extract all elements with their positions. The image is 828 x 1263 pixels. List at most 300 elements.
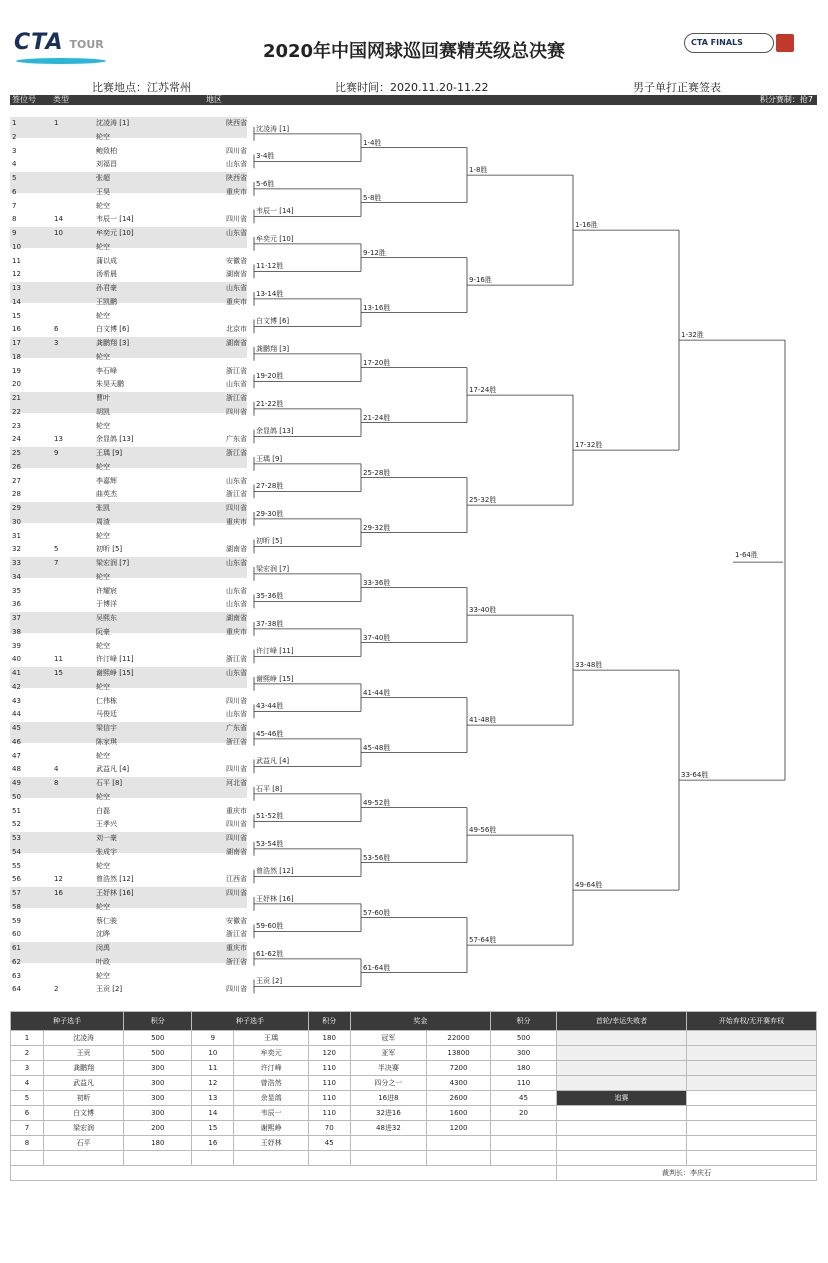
entry-number: 48: [12, 765, 21, 774]
entry-player: 曾浩然 [12]: [96, 875, 134, 884]
referee-row: [11, 1166, 817, 1181]
r1-label: 13-14胜: [256, 289, 284, 298]
entry-number: 61: [12, 944, 21, 952]
entry-player: 轮空: [96, 421, 110, 430]
entry-region: 四川省: [226, 146, 247, 155]
r1-label: 白文博 [6]: [256, 317, 290, 326]
r1-label: 21-22胜: [256, 399, 284, 408]
prize-amount: 4300: [427, 1076, 491, 1091]
seed-right-points: 45: [308, 1136, 350, 1151]
bottom-row: [11, 1046, 817, 1061]
entry-region: 山东省: [226, 229, 247, 237]
entry-region: 山东省: [226, 669, 247, 677]
entry-region: 广东省: [226, 724, 247, 732]
r1-label: 35-36胜: [256, 592, 284, 601]
r1-label: 59-60胜: [256, 922, 284, 931]
col-lucky-loser: 首轮/幸运失败者: [557, 1012, 687, 1031]
entry-number: 9: [12, 229, 17, 237]
entry-number: 40: [12, 655, 21, 664]
entry-player: 王妤林 [16]: [96, 889, 134, 897]
prize-round: 四分之一: [350, 1076, 426, 1091]
entry-number: 52: [12, 820, 21, 829]
entry-player: 周渣: [96, 517, 110, 526]
bottom-row: [11, 1121, 817, 1136]
entry-number: 15: [12, 311, 21, 320]
entry-region: 重庆市: [226, 944, 247, 952]
logo-cta-text: CTA: [14, 30, 64, 55]
prize-amount: 1200: [427, 1121, 491, 1136]
entry-number: 17: [12, 339, 21, 347]
entry-player: 牟奕元 [10]: [96, 229, 134, 237]
seed-right-points: 110: [308, 1076, 350, 1091]
entry-player: 于博洋: [96, 600, 117, 609]
venue-text: 比赛地点：江苏常州: [92, 81, 191, 94]
entry-seed: 14: [54, 215, 63, 224]
seed-right-points: 110: [308, 1106, 350, 1121]
prize-amount: 7200: [427, 1061, 491, 1076]
prize-amount: 1600: [427, 1106, 491, 1121]
entry-seed: 1: [54, 119, 59, 127]
entry-region: 安徽省: [226, 256, 247, 265]
seed-left-name: 梁宏润: [43, 1121, 123, 1136]
withdrawal-cell: [687, 1136, 817, 1151]
entry-seed: 11: [54, 655, 63, 664]
entry-number: 20: [12, 380, 21, 389]
entry-number: 3: [12, 146, 17, 155]
withdrawal-cell: [687, 1121, 817, 1136]
header-region: 地区: [206, 95, 222, 104]
entry-seed: 4: [54, 765, 59, 774]
seed-right-name: 许汀峰: [234, 1061, 308, 1076]
entry-region: 北京市: [226, 325, 247, 334]
entry-region: 四川省: [226, 889, 247, 897]
entry-number: 1: [12, 119, 17, 127]
entry-player: 白文博 [6]: [96, 325, 130, 334]
entry-player: 吴熙东: [96, 614, 117, 622]
entry-number: 33: [12, 559, 21, 567]
r3-label: 25-32胜: [469, 496, 497, 505]
entry-player: 蔡仁骏: [96, 916, 117, 925]
prize-points: 500: [491, 1031, 557, 1046]
entry-player: 韦辰一 [14]: [96, 215, 134, 224]
header-seed: 类型: [53, 95, 69, 104]
page-title: 2020年中国网球巡回赛精英级总决赛: [262, 41, 566, 62]
col-seed-left: 种子选手: [11, 1012, 124, 1031]
bottom-row: [11, 1151, 817, 1166]
lucky-loser-cell: [557, 1061, 687, 1076]
entry-player: 朱昊天鹏: [96, 380, 124, 389]
entry-number: 59: [12, 916, 21, 925]
seed-left-points: [124, 1151, 192, 1166]
r2-label: 53-56胜: [363, 853, 391, 862]
entry-number: 25: [12, 449, 21, 457]
entry-player: 许耀宸: [96, 586, 117, 595]
entry-number: 27: [12, 476, 21, 485]
entry-region: 湖南省: [226, 847, 247, 856]
entry-region: 广东省: [226, 435, 247, 444]
seed-left-name: 沈凌涛: [43, 1031, 123, 1046]
entry-player: 孙君豪: [96, 284, 117, 292]
seed-left-rank: 2: [11, 1046, 44, 1061]
seed-right-points: 70: [308, 1121, 350, 1136]
entry-number: 64: [12, 985, 21, 994]
seed-left-rank: 8: [11, 1136, 44, 1151]
entry-region: 山东省: [226, 600, 247, 609]
seed-left-points: 500: [124, 1031, 192, 1046]
r1-label: 石平 [8]: [256, 784, 283, 793]
entry-player: 白磊: [96, 806, 110, 815]
r3-label: 33-40胜: [469, 606, 497, 615]
entry-player: 叶政: [96, 957, 110, 966]
r1-label: 谢熙峥 [15]: [256, 674, 294, 683]
prize-amount: 22000: [427, 1031, 491, 1046]
prize-round: 32进16: [350, 1106, 426, 1121]
seed-right-rank: 12: [192, 1076, 234, 1091]
seed-right-points: 120: [308, 1046, 350, 1061]
entry-seed: 3: [54, 339, 59, 347]
entry-number: 32: [12, 545, 21, 554]
entry-number: 58: [12, 902, 21, 911]
seed-right-name: 余显鸽: [234, 1091, 308, 1106]
prize-round: 冠军: [350, 1031, 426, 1046]
prize-points: [491, 1121, 557, 1136]
lucky-loser-cell: [557, 1076, 687, 1091]
r1-label: 韦辰一 [14]: [256, 207, 294, 216]
entry-region: 江西省: [226, 875, 247, 884]
entry-player: 轮空: [96, 751, 110, 760]
entry-player: 王凯鹏: [96, 297, 117, 306]
entry-player: 轮空: [96, 641, 110, 650]
prize-amount: 2600: [427, 1091, 491, 1106]
entry-player: 武益凡 [4]: [96, 765, 130, 774]
r1-label: 27-28胜: [256, 482, 284, 491]
r2-label: 37-40胜: [363, 633, 391, 642]
entry-number: 50: [12, 792, 21, 801]
r1-label: 53-54胜: [256, 839, 284, 848]
entry-region: 重庆市: [226, 187, 247, 196]
prize-round: 16进8: [350, 1091, 426, 1106]
logo-tour-text: TOUR: [69, 38, 104, 51]
prize-points: 110: [491, 1076, 557, 1091]
entry-region: 安徽省: [226, 916, 247, 925]
entry-player: 轮空: [96, 902, 110, 911]
prize-amount: [427, 1136, 491, 1151]
entry-seed: 5: [54, 545, 59, 554]
entry-region: 四川省: [226, 985, 247, 994]
entry-number: 39: [12, 641, 21, 650]
r4-label: 49-64胜: [575, 881, 603, 890]
entry-player: 谢熙峥 [15]: [96, 669, 134, 677]
entry-player: 龚鹏翔 [3]: [96, 339, 130, 347]
prize-round: 48进32: [350, 1121, 426, 1136]
entry-number: 4: [12, 160, 17, 169]
entry-number: 2: [12, 132, 17, 141]
entry-seed: 7: [54, 559, 59, 567]
entry-seed: 10: [54, 229, 63, 237]
r1-label: 许汀峰 [11]: [256, 647, 294, 656]
col-points-left: 积分: [124, 1012, 192, 1031]
r1-label: 武益凡 [4]: [256, 757, 290, 766]
entry-region: 山东省: [226, 284, 247, 292]
entry-player: 王孝兴: [96, 820, 117, 829]
r2-label: 17-20胜: [363, 358, 391, 367]
entry-player: 王贡 [2]: [96, 985, 123, 994]
prize-amount: [427, 1151, 491, 1166]
header-pos: 签位号: [12, 95, 36, 104]
entry-number: 23: [12, 421, 21, 430]
entry-number: 21: [12, 394, 21, 402]
entry-region: 重庆市: [226, 297, 247, 306]
seed-left-points: 300: [124, 1076, 192, 1091]
entry-region: 重庆市: [226, 627, 247, 636]
r4-label: 1-16胜: [575, 221, 598, 230]
entry-player: 曹叶: [96, 394, 110, 402]
withdrawal-cell: [687, 1031, 817, 1046]
seed-right-name: 牟奕元: [234, 1046, 308, 1061]
entry-number: 14: [12, 297, 21, 306]
entry-region: 陕西省: [226, 119, 247, 127]
seed-left-name: 武益凡: [43, 1076, 123, 1091]
r1-label: 51-52胜: [256, 812, 284, 821]
prize-round: [350, 1151, 426, 1166]
entry-region: 浙江省: [226, 394, 247, 402]
seed-right-name: 谢熙峥: [234, 1121, 308, 1136]
r1-label: 3-4胜: [256, 152, 275, 161]
entry-region: 湖南省: [226, 339, 247, 347]
r4-label: 17-32胜: [575, 441, 603, 450]
prize-points: 20: [491, 1106, 557, 1121]
entry-number: 54: [12, 847, 21, 856]
r1-label: 龚鹏翔 [3]: [256, 344, 290, 353]
r3-label: 17-24胜: [469, 386, 497, 395]
r5-label: 1-32胜: [681, 331, 704, 340]
withdrawal-cell: [687, 1091, 817, 1106]
r2-label: 41-44胜: [363, 688, 391, 697]
r1-label: 曾浩然 [12]: [256, 867, 294, 876]
seed-left-rank: 7: [11, 1121, 44, 1136]
entry-region: 浙江省: [226, 449, 247, 457]
seed-left-rank: [11, 1151, 44, 1166]
r5-label: 33-64胜: [681, 771, 709, 780]
bottom-table: [10, 1011, 817, 1181]
seed-right-points: 110: [308, 1061, 350, 1076]
prize-round: 半决赛: [350, 1061, 426, 1076]
withdrawal-cell: [687, 1076, 817, 1091]
seed-left-name: 石平: [43, 1136, 123, 1151]
entry-player: 轮空: [96, 352, 110, 361]
entry-number: 18: [12, 352, 21, 361]
entry-number: 30: [12, 517, 21, 526]
entry-number: 28: [12, 490, 21, 499]
entry-number: 11: [12, 256, 21, 265]
prize-round: [350, 1136, 426, 1151]
r1-label: 37-38胜: [256, 619, 284, 628]
r1-label: 45-46胜: [256, 729, 284, 738]
prize-points: 300: [491, 1046, 557, 1061]
entry-seed: 8: [54, 779, 59, 787]
entry-region: 浙江省: [226, 930, 247, 939]
seed-left-name: 初昕: [43, 1091, 123, 1106]
seed-left-points: 500: [124, 1046, 192, 1061]
entry-number: 26: [12, 462, 21, 471]
col-prize: 奖金: [350, 1012, 490, 1031]
entry-player: 轮空: [96, 311, 110, 320]
entry-number: 29: [12, 504, 21, 512]
entry-player: 仁伟栋: [96, 696, 117, 705]
blank-cell: [11, 1166, 557, 1181]
entry-player: 梁宏润 [7]: [96, 559, 130, 567]
withdrawal-cell: [687, 1106, 817, 1121]
entry-number: 7: [12, 201, 17, 210]
entry-player: 王瑀 [9]: [96, 449, 123, 457]
r1-label: 初昕 [5]: [256, 537, 283, 546]
entry-number: 41: [12, 669, 21, 677]
prize-points: 180: [491, 1061, 557, 1076]
referee-text: 裁判长：李庆石: [557, 1166, 817, 1181]
entry-player: 李石峰: [96, 366, 117, 375]
bottom-row: [11, 1076, 817, 1091]
entry-number: 37: [12, 614, 21, 622]
seed-right-name: 曾浩然: [234, 1076, 308, 1091]
r3-label: 41-48胜: [469, 716, 497, 725]
r2-label: 61-64胜: [363, 963, 391, 972]
entry-region: 浙江省: [226, 957, 247, 966]
entry-region: 四川省: [226, 834, 247, 842]
r3-label: 57-64胜: [469, 936, 497, 945]
seed-right-rank: 14: [192, 1106, 234, 1121]
entry-number: 34: [12, 572, 21, 581]
r1-label: 43-44胜: [256, 702, 284, 711]
col-points-right: 积分: [308, 1012, 350, 1031]
entry-region: 四川省: [226, 407, 247, 416]
entry-number: 36: [12, 600, 21, 609]
r1-label: 5-6胜: [256, 179, 275, 188]
seed-left-points: 300: [124, 1091, 192, 1106]
seed-left-points: 300: [124, 1106, 192, 1121]
entry-player: 张凯: [96, 504, 110, 512]
entry-player: 许汀峰 [11]: [96, 655, 134, 664]
seed-left-rank: 1: [11, 1031, 44, 1046]
entry-number: 16: [12, 325, 21, 334]
entry-number: 46: [12, 737, 21, 746]
entry-seed: 9: [54, 449, 59, 457]
r6-label: 1-64胜: [735, 551, 758, 560]
r1-label: 29-30胜: [256, 509, 284, 518]
bottom-row: [11, 1061, 817, 1076]
entry-region: 四川省: [226, 820, 247, 829]
entry-player: 马俊廷: [96, 710, 117, 719]
r2-label: 57-60胜: [363, 908, 391, 917]
r1-label: 王贡 [2]: [256, 977, 283, 986]
r2-label: 9-12胜: [363, 248, 386, 257]
entry-number: 8: [12, 215, 17, 224]
entry-number: 19: [12, 366, 21, 375]
entry-player: 胡凯: [96, 407, 110, 416]
withdrawal-cell: [687, 1046, 817, 1061]
seed-right-rank: 11: [192, 1061, 234, 1076]
prize-points: 45: [491, 1091, 557, 1106]
r3-label: 49-56胜: [469, 826, 497, 835]
r1-label: 王妤林 [16]: [256, 894, 294, 903]
r3-label: 9-16胜: [469, 276, 492, 285]
entry-number: 12: [12, 270, 21, 279]
bottom-row: [11, 1091, 817, 1106]
entry-seed: 16: [54, 889, 63, 897]
entry-region: 四川省: [226, 215, 247, 224]
seed-left-points: 180: [124, 1136, 192, 1151]
r4-label: 33-48胜: [575, 661, 603, 670]
entry-region: 山东省: [226, 710, 247, 719]
entry-region: 湖南省: [226, 270, 247, 279]
entry-region: 重庆市: [226, 517, 247, 526]
entry-number: 45: [12, 724, 21, 732]
entry-number: 44: [12, 710, 21, 719]
entry-region: 重庆市: [226, 806, 247, 815]
entry-region: 浙江省: [226, 490, 247, 499]
entry-region: 浙江省: [226, 366, 247, 375]
prize-amount: 13800: [427, 1046, 491, 1061]
entry-player: 余显鸽 [13]: [96, 435, 134, 444]
entry-region: 四川省: [226, 696, 247, 705]
seed-left-name: 王贡: [43, 1046, 123, 1061]
r2-label: 29-32胜: [363, 523, 391, 532]
seed-right-rank: 15: [192, 1121, 234, 1136]
entry-number: 35: [12, 586, 21, 595]
seed-right-name: 韦辰一: [234, 1106, 308, 1121]
entry-region: 河北省: [226, 779, 247, 787]
withdrawal-cell: [687, 1151, 817, 1166]
entry-region: 山东省: [226, 559, 247, 567]
entry-region: 浙江省: [226, 737, 247, 746]
entry-player: 鲍致柏: [96, 146, 117, 155]
entry-number: 10: [12, 242, 21, 251]
seed-left-name: 龚鹏翔: [43, 1061, 123, 1076]
r1-label: 牟奕元 [10]: [256, 234, 294, 243]
entry-player: 轮空: [96, 132, 110, 141]
entry-seed: 2: [54, 985, 59, 994]
r2-label: 25-28胜: [363, 468, 391, 477]
lucky-loser-cell: [557, 1106, 687, 1121]
seed-left-rank: 3: [11, 1061, 44, 1076]
entry-region: 山东省: [226, 160, 247, 169]
r1-label: 王瑀 [9]: [256, 454, 283, 463]
r2-label: 45-48胜: [363, 743, 391, 752]
entry-region: 湖南省: [226, 545, 247, 554]
entry-seed: 12: [54, 875, 63, 884]
entry-number: 55: [12, 861, 21, 870]
r2-label: 1-4胜: [363, 138, 382, 147]
r2-label: 21-24胜: [363, 413, 391, 422]
seed-left-rank: 4: [11, 1076, 44, 1091]
r1-label: 19-20胜: [256, 372, 284, 381]
seed-left-name: [43, 1151, 123, 1166]
col-seed-right: 种子选手: [192, 1012, 308, 1031]
entry-region: 四川省: [226, 765, 247, 774]
header-format: 积分赛制：抢7: [759, 95, 813, 104]
entry-player: 刘一豪: [96, 834, 117, 842]
entry-player: 轮空: [96, 572, 110, 581]
prize-round: 亚军: [350, 1046, 426, 1061]
bottom-row: [11, 1031, 817, 1046]
entry-number: 13: [12, 284, 21, 292]
entry-player: 阮豪: [96, 627, 110, 636]
entry-player: 梁信宇: [96, 724, 117, 732]
entry-number: 60: [12, 930, 21, 939]
seed-left-rank: 5: [11, 1091, 44, 1106]
entry-region: 山东省: [226, 380, 247, 389]
entry-region: 陕西省: [226, 174, 247, 182]
r2-label: 49-52胜: [363, 798, 391, 807]
